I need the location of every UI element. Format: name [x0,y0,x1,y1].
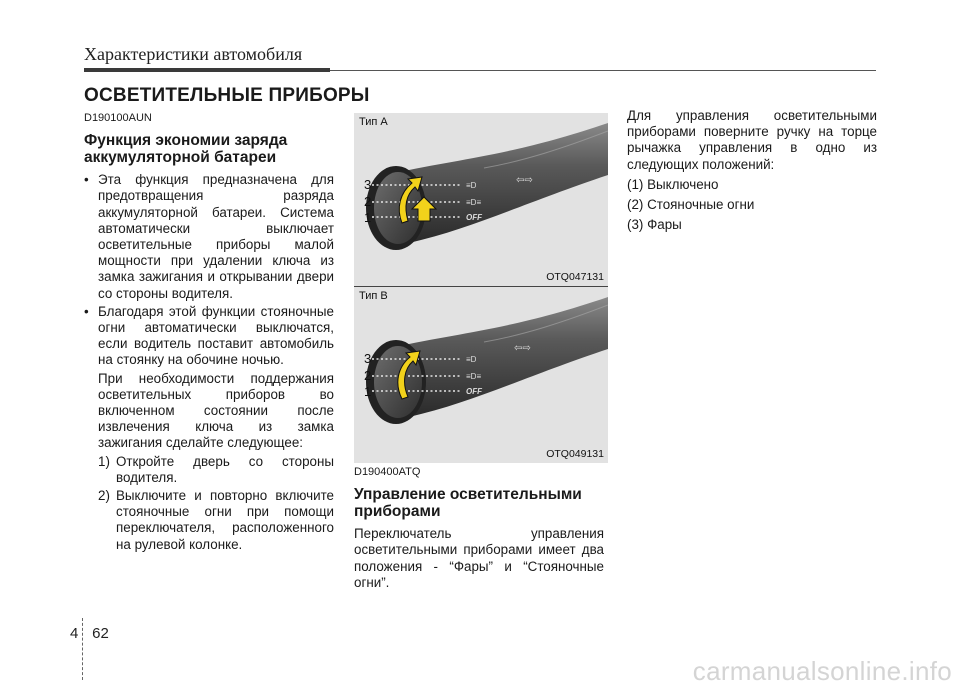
section-code: D190100AUN [84,112,152,124]
figure-code: OTQ049131 [546,448,604,460]
figure-type-b [354,287,608,463]
middle-column [354,464,604,591]
position-item: (1) Выключено [627,176,719,192]
position-label-3: 3 [364,177,372,192]
parking-lamp-icon: ≡D≡ [466,372,482,381]
header-rule-thin [330,70,876,71]
step-number: 1) [98,453,110,469]
header-rule-thick [84,68,330,72]
position-label-3: 3 [364,351,372,366]
figure-type-label: Тип A [359,116,388,128]
position-label-2: 2 [364,368,372,383]
turn-signal-icon: ⇦⇨ [514,343,531,354]
bullet-text: Благодаря этой функции стояночные огни автоматически выключатся, если водитель поставит автомобиль на стоянку на обочине ночью. [98,303,334,368]
lighting-control-text: Переключатель управления осветительными приборами имеет два положения - “Фары” и “Стояночные огни”. [354,526,604,590]
parking-lamp-icon: ≡D≡ [466,198,482,207]
bullet-dot: • [84,172,89,188]
step-text: Выключите и повторно включите стояночные огни при помощи переключателя, расположенного на рулевой колонке. [116,488,334,552]
page-number-value: 62 [92,625,109,642]
left-column [84,110,334,555]
bullet-text: Эта функция предназначена для предотвращения разряда аккумуляторной батареи. Система автоматически выключает осветительные приборы малой мощности при удалении ключа из замка зажигания и открывании двери со стороны водителя. [98,172,334,301]
section-code: D190400ATQ [354,466,421,478]
position-item: (2) Стояночные огни [627,197,755,213]
right-column [627,108,877,233]
bullet-item [84,172,334,302]
stalk-body [394,297,608,417]
figure-code: OTQ047131 [546,271,604,283]
position-item: (3) Фары [627,217,682,233]
figure-type-label: Тип B [359,290,388,302]
off-label: OFF [466,213,482,222]
light-switch-stalk-illustration [354,287,608,463]
instruction-paragraph: При необходимости поддержания осветительных приборов во включенном состоянии после извлечения ключа из замка зажигания сделайте следующее: [98,370,334,451]
headlamp-icon: ≡D [466,355,477,364]
position-label-2: 2 [364,194,372,209]
step-text: Откройте дверь со стороны водителя. [116,453,334,485]
lighting-control-heading: Управление осветительными приборами [354,486,582,521]
chapter-number: 4 [70,625,79,642]
step-item [84,488,334,553]
off-label: OFF [466,387,482,396]
bullet-dot: • [84,303,89,319]
page-number [70,625,109,642]
section-title: ОСВЕТИТЕЛЬНЫЕ ПРИБОРЫ [84,85,370,106]
position-label-1: 1 [364,210,372,225]
light-switch-stalk-illustration [354,113,608,286]
positions-intro: Для управления осветительными приборами поверните ручку на торце рычажка управления в одно из следующих положений: [627,108,877,172]
stalk-body [394,123,608,243]
position-label-1: 1 [364,384,372,399]
figure-type-a [354,113,608,286]
step-number: 2) [98,488,110,504]
turn-signal-icon: ⇦⇨ [516,175,533,186]
headlamp-icon: ≡D [466,181,477,190]
battery-saver-heading: Функция экономии заряда аккумуляторной батареи [84,132,288,167]
chapter-title: Характеристики автомобиля [84,44,303,64]
step-item [84,454,334,486]
watermark: carmanualsonline.info [692,656,952,686]
bullet-item [84,304,334,369]
